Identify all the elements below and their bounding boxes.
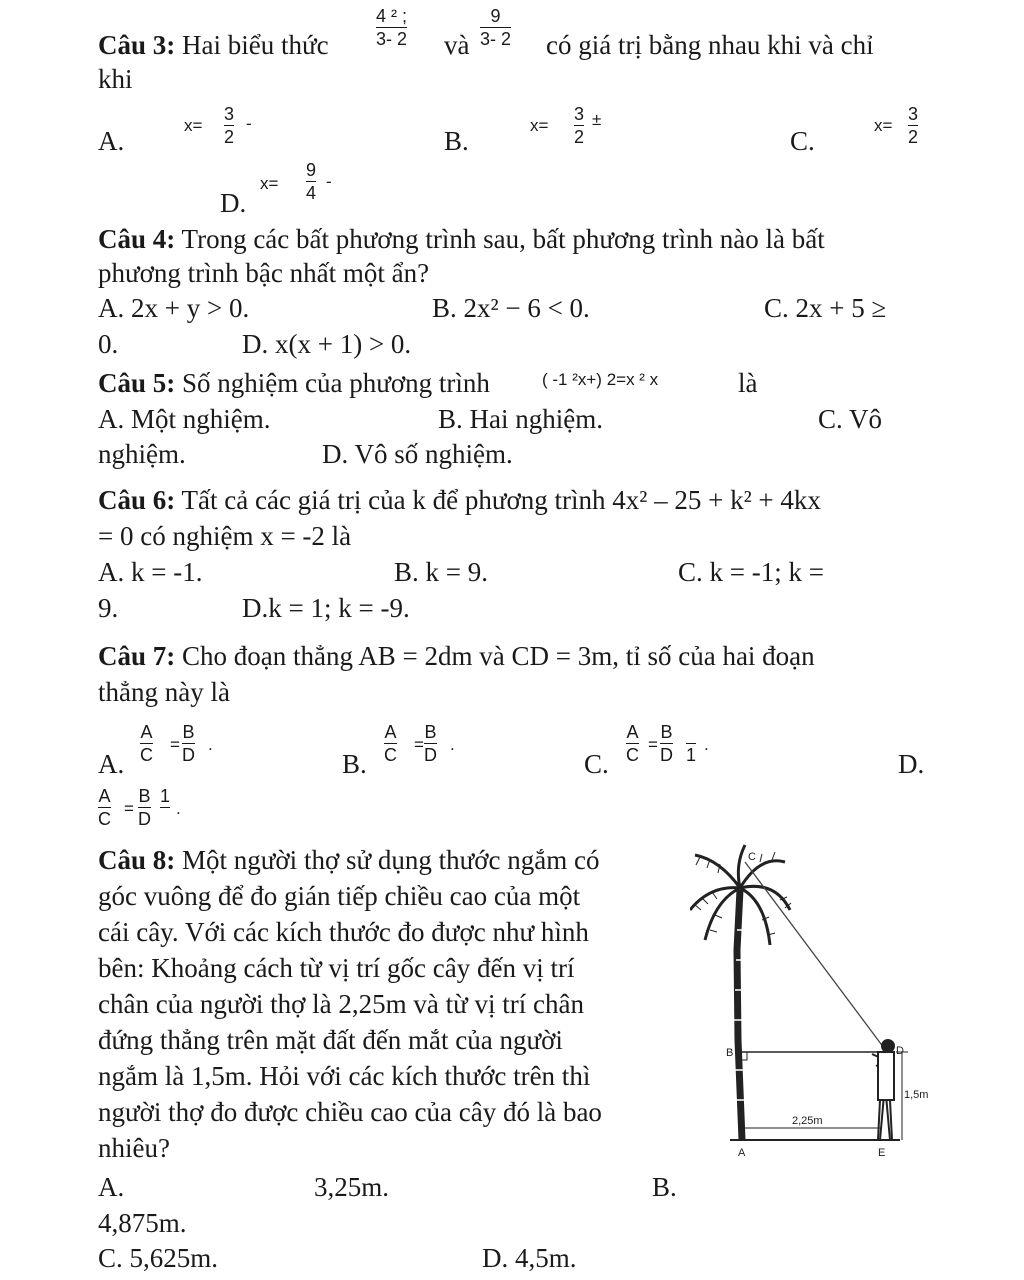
q8-opt-b-value: 4,875m. [98,1208,187,1238]
tree-measurement-figure [690,840,940,1170]
q3-opt-c-letter: C. [790,126,815,156]
q7-opt-b-n1: A [384,722,397,742]
q8-opt-d: D. 4,5m. [482,1243,577,1273]
q7-opt-c-n3 [686,722,696,742]
q7-opt-d-d2: D [138,809,151,829]
q5-opt-d: D. Vô số nghiệm. [322,439,513,469]
q3-text1: Hai biểu thức [182,30,329,60]
q3-opt-d-xeq: x= [260,174,279,193]
q7-opt-c-frac1 [626,722,639,765]
q7-opt-a-n1: A [140,722,153,742]
q4-opt-a: A. 2x + y > 0. [98,293,250,323]
q8-line6: đứng thẳng trên mặt đất đến mắt của người [98,1025,563,1055]
q7-opt-c-d2: D [660,745,673,765]
q8-label: Câu 8: [98,845,176,875]
q7-opt-c-d3: 1 [686,745,697,765]
q7-opt-c-frac3 [686,722,696,765]
q7-opt-c-letter: C. [584,749,609,779]
q3-expr1-den: 3- 2 [376,29,408,49]
q4-opt-c-cont: 0. [98,329,119,359]
q7-opt-b-d2: D [424,745,437,765]
q7-opt-b-n2: B [424,722,437,742]
q7-opt-a-letter: A. [98,749,125,779]
q3-expr1 [376,6,407,49]
q4-opt-b: B. 2x² − 6 < 0. [432,293,590,323]
sight-line-cd [745,862,884,1048]
q3-and: và [444,30,470,60]
q3-opt-b-letter: B. [444,126,469,156]
label-distance: 2,25m [792,1115,823,1127]
worksheet-page: Câu 3: Hai biểu thức 4 ² ; 3- 2 và 9 3- 2 có giá trị bằng nhau khi và chỉ khi A. x= 3 2 - B. x= 3 2 ± C. x= 3 2 D. x= 9 4 - Câu 4: Trong các bất phương trình sau, bất phương trình nào là bất phương trình bậc nhất một ẩn? A. 2x + y > 0. B. 2x² − 6 < 0. C. 2x + 5 ≥ 0. D. x(x + 1) > 0. Câu 5: Số nghiệm của phương trình ( -1 ²x+) 2=x ² x là A. Một nghiệm. B. Hai nghiệm. C. Vô nghiệm. D. Vô số nghiệm. Câu 6: Tất cả các giá trị của k để phương trình 4x² – 25 + k² + 4kx = 0 có nghiệm x = -2 là A. k = -1. B. k = 9. C. k = -1; k = 9. D.k = 1; k = -9. Câu 7: Cho đoạn thẳng AB = 2dm và CD = 3m, tỉ số của hai đoạn thẳng này là A. A C = B D . B. A C = B D . C. A C = B D 1 . D. A C = B D 1 . Câu 8: Một người thợ sử dụng thước ngắm có góc vuông để đo gián tiếp chiều cao của một cái cây. Với các kích thước đo được như hình bên: Khoảng cách từ vị trí gốc cây đến vị trí chân của người thợ là 2,25m và từ vị trí chân đứng thẳng trên mặt đất đến mắt của người ngắm là 1,5m. Hỏi với các kích thước trên thì người thợ đo được chiều cao của cây đó là bao nhiêu? A. 3,25m. B. 4,875m. C. 5,625m. D. 4,5m. C B D A E 2,25m 1,5m [0,0,1024,1280]
q7-opt-a-frac1 [140,722,153,765]
q8-line8: người thợ đo được chiều cao của cây đó là bao [98,1097,602,1127]
q3-opt-c-frac [908,104,918,147]
q7-opt-d-frac1 [98,786,111,829]
q4-text1: Trong các bất phương trình sau, bất phương trình nào là bất [181,224,825,254]
q8-line1 [98,843,599,877]
q3-opt-a-letter: A. [98,126,125,156]
q6-label: Câu 6: [98,485,176,515]
q3-opt-c-xeq: x= [874,116,893,135]
q3-label: Câu 3: [98,30,176,60]
q3-opt-a-xeq: x= [184,116,203,135]
q8-line3: cái cây. Với các kích thước đo được như hình [98,917,589,947]
q7-opt-b-d1: C [384,745,397,765]
q7-text1: Cho đoạn thẳng AB = 2dm và CD = 3m, tỉ số của hai đoạn [182,641,815,671]
q8-opt-b: B. [652,1172,677,1202]
q7-opt-d-letter: D. [898,749,925,779]
q7-opt-d-frac3 [160,786,170,829]
q3-opt-d-num: 9 [306,160,317,180]
q5-line1 [98,366,490,400]
q5-text: Số nghiệm của phương trình [182,368,490,398]
q8-opt-a-value: 3,25m. [314,1172,390,1202]
q3-opt-b-den: 2 [574,127,585,147]
label-e: E [878,1147,886,1159]
label-c: C [748,851,756,863]
q7-opt-b-letter: B. [342,749,367,779]
q6-opt-c-cont: 9. [98,593,119,623]
q8-line7: ngắm là 1,5m. Hỏi với các kích thước trên thì [98,1061,591,1091]
q3-opt-d-frac [306,160,316,203]
q7-opt-c-frac2 [660,722,673,765]
q3-text2: có giá trị bằng nhau khi và chỉ [546,30,874,60]
q7-opt-b-frac1 [384,722,397,765]
q3-opt-a-num: 3 [224,104,235,124]
q7-line2: thẳng này là [98,677,230,707]
q5-opt-c: C. Vô [818,404,883,434]
q7-opt-a-d1: C [140,745,153,765]
label-height: 1,5m [904,1089,929,1101]
label-d: D [896,1045,904,1057]
q5-label: Câu 5: [98,368,176,398]
q3-opt-c-num: 3 [908,104,919,124]
q3-opt-b-frac [574,104,584,147]
q3-opt-d-letter: D. [220,188,247,218]
q6-opt-a: A. k = -1. [98,557,203,587]
q3-opt-a-tail: - [246,114,252,133]
q7-opt-c-n2: B [660,722,673,742]
q4-opt-c: C. 2x + 5 ≥ [764,293,887,323]
q8-line4: bên: Khoảng cách từ vị trí gốc cây đến vị trí [98,953,575,983]
q8-text1: Một người thợ sử dụng thước ngắm có [182,845,600,875]
q7-opt-b-frac2 [424,722,437,765]
q3-expr1-num: 4 ² ; [376,6,408,26]
q3-text3: khi [98,64,133,94]
person-figure [872,1040,894,1140]
q7-opt-c-n1: A [626,722,639,742]
q3-opt-a-frac [224,104,234,147]
q6-opt-d: D.k = 1; k = -9. [242,593,410,623]
q8-line2: góc vuông để đo gián tiếp chiều cao của một [98,881,581,911]
q6-line2: = 0 có nghiệm x = -2 là [98,521,352,551]
q7-line1 [98,639,815,673]
q7-opt-c-d1: C [626,745,639,765]
q4-opt-d: D. x(x + 1) > 0. [242,329,412,359]
q6-opt-c: C. k = -1; k = [678,557,824,587]
q7-opt-d-n2: B [138,786,151,806]
q4-line2: phương trình bậc nhất một ẩn? [98,258,430,288]
q7-opt-a-d2: D [182,745,195,765]
q3-opt-c-den: 2 [908,127,919,147]
q7-label: Câu 7: [98,641,176,671]
q7-opt-d-n1: A [98,786,111,806]
q4-line1 [98,222,825,256]
q5-opt-a: A. Một nghiệm. [98,404,271,434]
label-b: B [726,1047,734,1059]
q7-opt-a-frac2 [182,722,195,765]
q6-line1 [98,483,821,517]
q8-line5: chân của người thợ là 2,25m và từ vị trí chân [98,989,584,1019]
q3-opt-d-tail: - [326,172,332,191]
q8-opt-a: A. [98,1172,125,1202]
palm-trunk [737,890,742,1140]
q7-opt-d-frac2 [138,786,151,829]
q5-opt-b: B. Hai nghiệm. [438,404,603,434]
q3-opt-b-xeq: x= [530,116,549,135]
q5-tail: là [738,368,758,398]
label-a: A [738,1147,746,1159]
q5-opt-c-cont: nghiệm. [98,439,186,469]
q6-opt-b: B. k = 9. [394,557,488,587]
q3-opt-d-den: 4 [306,183,317,203]
q3-opt-b-tail: ± [592,110,602,129]
q3-line1 [98,28,329,62]
q4-label: Câu 4: [98,224,176,254]
q3-expr2 [480,6,511,49]
q7-opt-d-d3 [160,809,170,829]
q3-expr2-den: 3- 2 [480,29,512,49]
q3-expr2-num: 9 [490,6,501,26]
q3-opt-a-den: 2 [224,127,235,147]
q3-opt-b-num: 3 [574,104,585,124]
q8-line9: nhiêu? [98,1133,170,1163]
q8-opt-c: C. 5,625m. [98,1243,219,1273]
q7-opt-a-n2: B [182,722,195,742]
q7-opt-d-d1: C [98,809,111,829]
q7-opt-d-n3: 1 [160,786,171,806]
q5-expr: ( -1 ²x+) 2=x ² x [542,370,659,389]
q6-text1: Tất cả các giá trị của k để phương trình 4x² – 25 + k² + 4kx [181,485,821,515]
